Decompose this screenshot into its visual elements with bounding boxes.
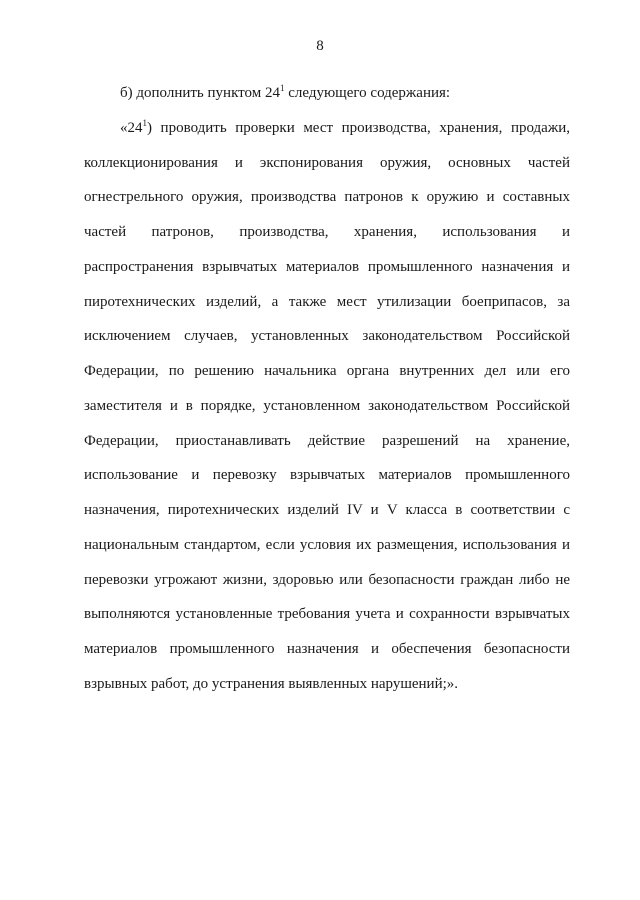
page-number: 8: [316, 38, 324, 54]
paragraph-line: коллекционирования и экспонирования оружия, основных частей: [84, 154, 570, 171]
paragraph-line: частей патронов, производства, хранения, использования и: [84, 224, 570, 240]
intro-line: [84, 76, 570, 111]
document-body: [84, 76, 570, 702]
paragraph-line: заместителя и в порядке, установленном законодательством Российской: [84, 397, 570, 414]
paragraph-first-line: [84, 111, 570, 146]
paragraph-first-superscript: 1: [142, 117, 147, 128]
paragraph-line: Федерации, приостанавливать действие разрешений на хранение,: [84, 432, 570, 449]
paragraph-line: пиротехнических изделий, а также мест утилизации боеприпасов, за: [84, 293, 570, 310]
paragraph-line: материалов промышленного назначения и обеспечения безопасности: [84, 641, 570, 657]
paragraph-last-line: взрывных работ, до устранения выявленных нарушений;».: [84, 675, 459, 692]
paragraph-line: распространения взрывчатых материалов промышленного назначения и: [84, 258, 570, 275]
intro-superscript: 1: [279, 83, 285, 93]
paragraph-line: исключением случаев, установленных законодательством Российской: [84, 328, 570, 345]
intro-text-after: следующего содержания:: [284, 85, 451, 101]
paragraph-line: Федерации, по решению начальника органа внутренних дел или его: [84, 363, 570, 379]
paragraph-line: выполняются установленные требования учета и сохранности взрывчатых: [84, 606, 570, 623]
intro-text-before: б) дополнить пунктом 24: [120, 85, 280, 101]
paragraph-line: огнестрельного оружия, производства патронов к оружию и составных: [84, 189, 570, 206]
paragraph-first-after: ) проводить проверки мест производства, хранения, продажи,: [147, 119, 570, 136]
paragraph-line: использование и перевозку взрывчатых материалов промышленного: [84, 467, 570, 484]
paragraph-first-before: «24: [120, 119, 143, 136]
paragraph-line: перевозки угрожают жизни, здоровью или безопасности граждан либо не: [84, 571, 570, 588]
paragraph-line: национальным стандартом, если условия их размещения, использования и: [84, 536, 570, 553]
paragraph-line: назначения, пиротехнических изделий IV и V класса в соответствии с: [84, 502, 570, 518]
